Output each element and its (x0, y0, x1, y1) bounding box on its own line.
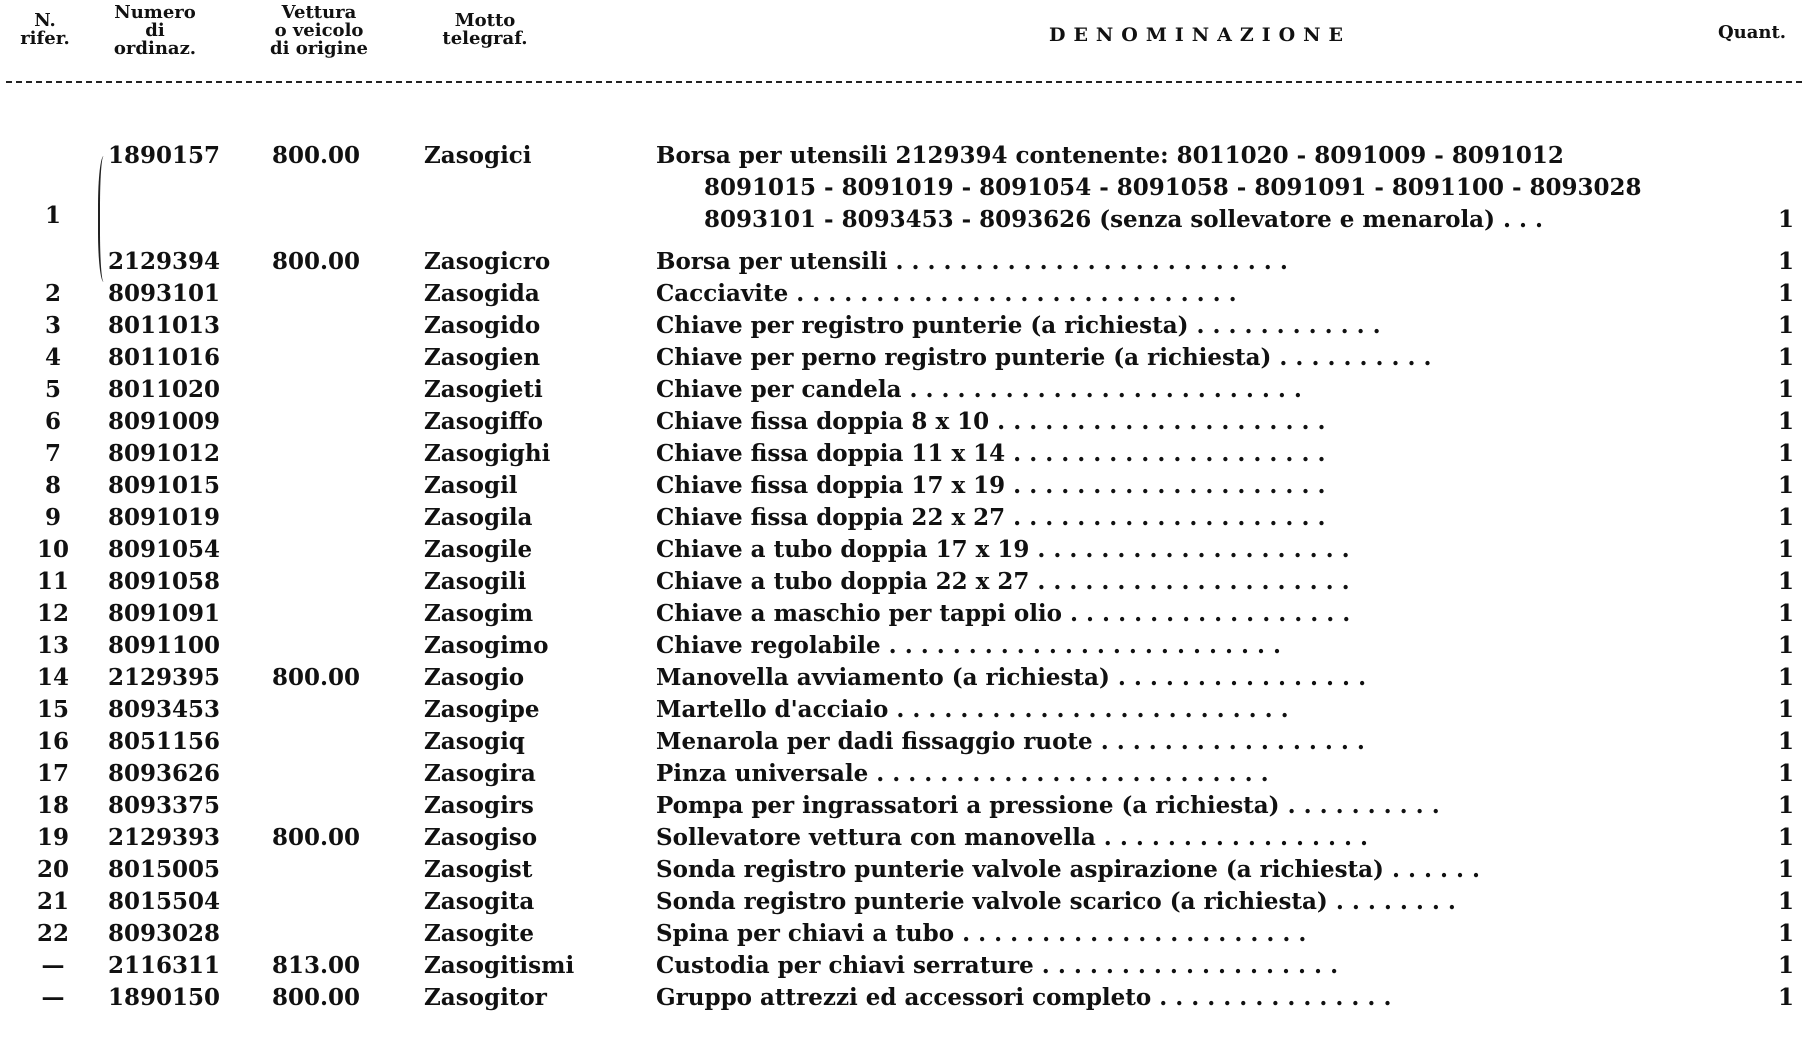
denominazione-cell: Chiave a maschio per tappi olio . . . . . . . . . . . . . . . . . . (656, 600, 1351, 627)
motto-cell: Zasogici (424, 142, 532, 169)
motto-cell: Zasogita (424, 888, 535, 915)
table-row (0, 310, 1808, 342)
header-rif-line-2: rifer. (20, 28, 70, 49)
motto-cell: Zasogipe (424, 696, 540, 723)
motto-cell: Zasogien (424, 344, 541, 371)
quant-cell: 1 (1777, 568, 1794, 595)
motto-cell: Zasogiq (424, 728, 525, 755)
quant-cell: 1 (1777, 792, 1794, 819)
quant-cell: 1 (1777, 312, 1794, 339)
rif-cell: 5 (44, 376, 61, 403)
denominazione-cell: Manovella avviamento (a richiesta) . . . . . . . . . . . . . . . . (656, 664, 1367, 691)
quant-cell: 1 (1777, 206, 1794, 233)
header-vettura (244, 4, 394, 58)
table-row (0, 854, 1808, 886)
numero-cell: 8091012 (108, 440, 221, 467)
rif-cell: 3 (44, 312, 61, 339)
numero-cell: 8091015 (108, 472, 221, 499)
table-row (0, 982, 1808, 1014)
header-motto (420, 12, 550, 48)
rif-cell: — (41, 984, 65, 1011)
vettura-cell: 800.00 (272, 142, 361, 169)
motto-cell: Zasogiffo (424, 408, 544, 435)
numero-cell: 2129393 (108, 824, 221, 851)
table-row (0, 918, 1808, 950)
numero-cell: 8011013 (108, 312, 221, 339)
vettura-cell: 800.00 (272, 664, 361, 691)
rif-cell: 4 (44, 344, 61, 371)
table-row (0, 790, 1808, 822)
quant-cell: 1 (1777, 440, 1794, 467)
numero-cell: 2129394 (108, 248, 221, 275)
motto-cell: Zasogirs (424, 792, 534, 819)
denominazione-cell: Chiave a tubo doppia 22 x 27 . . . . . . . . . . . . . . . . . . . . (656, 568, 1350, 595)
denominazione-continuation: 8093101 - 8093453 - 8093626 (senza sollevatore e menarola) . . . (704, 206, 1544, 233)
motto-cell: Zasogira (424, 760, 536, 787)
motto-cell: Zasogicro (424, 248, 551, 275)
table-row (0, 374, 1808, 406)
numero-cell: 8093028 (108, 920, 221, 947)
quant-cell: 1 (1777, 888, 1794, 915)
quant-cell: 1 (1777, 280, 1794, 307)
denominazione-cell: Sonda registro punterie valvole aspirazione (a richiesta) . . . . . . (656, 856, 1481, 883)
table-row (0, 886, 1808, 918)
denominazione-cell: Spina per chiavi a tubo . . . . . . . . . . . . . . . . . . . . . . (656, 920, 1307, 947)
table-row (0, 278, 1808, 310)
quant-cell: 1 (1777, 856, 1794, 883)
motto-cell: Zasogila (424, 504, 533, 531)
motto-cell: Zasogite (424, 920, 535, 947)
denominazione-cell: Chiave fissa doppia 22 x 27 . . . . . . . . . . . . . . . . . . . . (656, 504, 1326, 531)
denominazione-cell: Martello d'acciaio . . . . . . . . . . . . . . . . . . . . . . . . . (656, 696, 1289, 723)
table-row (0, 406, 1808, 438)
table-row (0, 534, 1808, 566)
quant-cell: 1 (1777, 984, 1794, 1011)
table-row (0, 246, 1808, 278)
numero-cell: 1890150 (108, 984, 221, 1011)
table-row (0, 694, 1808, 726)
rif-cell: 16 (36, 728, 69, 755)
denominazione-cell: Borsa per utensili 2129394 contenente: 8011020 - 8091009 - 8091012 (656, 142, 1564, 169)
motto-cell: Zasogieti (424, 376, 543, 403)
header-numero-line-2: di (145, 20, 165, 41)
rif-cell: 12 (36, 600, 69, 627)
denominazione-cell: Pompa per ingrassatori a pressione (a richiesta) . . . . . . . . . . (656, 792, 1440, 819)
numero-cell: 8015005 (108, 856, 221, 883)
motto-cell: Zasogio (424, 664, 525, 691)
numero-cell: 2129395 (108, 664, 221, 691)
rif-cell: 9 (44, 504, 61, 531)
header-vettura-line-2: o veicolo (274, 20, 364, 41)
header-vettura-line-3: di origine (270, 38, 368, 59)
header-numero (100, 4, 210, 58)
motto-cell: Zasogimo (424, 632, 549, 659)
header-vettura-line-1: Vettura (281, 2, 357, 23)
numero-cell: 8091091 (108, 600, 221, 627)
table-row (0, 662, 1808, 694)
table-row (0, 950, 1808, 982)
table-row (0, 758, 1808, 790)
denominazione-cell: Gruppo attrezzi ed accessori completo . . . . . . . . . . . . . . . (656, 984, 1392, 1011)
quant-cell: 1 (1777, 664, 1794, 691)
denominazione-cell: Chiave a tubo doppia 17 x 19 . . . . . . . . . . . . . . . . . . . . (656, 536, 1350, 563)
table-row (0, 470, 1808, 502)
numero-cell: 8011016 (108, 344, 221, 371)
table-row (0, 438, 1808, 470)
table-row (0, 822, 1808, 854)
numero-cell: 8093626 (108, 760, 221, 787)
motto-cell: Zasogitismi (424, 952, 575, 979)
denominazione-cell: Chiave per registro punterie (a richiesta) . . . . . . . . . . . . (656, 312, 1381, 339)
table-row (0, 726, 1808, 758)
quant-cell: 1 (1777, 920, 1794, 947)
numero-cell: 8091019 (108, 504, 221, 531)
rif-cell: — (41, 952, 65, 979)
denominazione-cell: Sollevatore vettura con manovella . . . . . . . . . . . . . . . . . (656, 824, 1369, 851)
rif-cell: 22 (36, 920, 69, 947)
vettura-cell: 800.00 (272, 824, 361, 851)
quant-cell: 1 (1777, 408, 1794, 435)
rif-cell: 13 (36, 632, 69, 659)
motto-cell: Zasogitor (424, 984, 547, 1011)
denominazione-cell: Chiave fissa doppia 11 x 14 . . . . . . . . . . . . . . . . . . . . (656, 440, 1326, 467)
motto-cell: Zasogido (424, 312, 541, 339)
motto-cell: Zasogist (424, 856, 533, 883)
denominazione-cell: Borsa per utensili . . . . . . . . . . . . . . . . . . . . . . . . . (656, 248, 1288, 275)
quant-cell: 1 (1777, 728, 1794, 755)
quant-cell: 1 (1777, 760, 1794, 787)
quant-cell: 1 (1777, 248, 1794, 275)
header-motto-line-2: telegraf. (442, 28, 528, 49)
numero-cell: 8091009 (108, 408, 221, 435)
quant-cell: 1 (1777, 536, 1794, 563)
numero-cell: 1890157 (108, 142, 221, 169)
numero-cell: 8093101 (108, 280, 221, 307)
header-rif-line-1: N. (34, 10, 56, 31)
quant-cell: 1 (1777, 632, 1794, 659)
rif-cell: 19 (36, 824, 69, 851)
quant-cell: 1 (1777, 472, 1794, 499)
header-numero-line-3: ordinaz. (113, 38, 197, 59)
vettura-cell: 800.00 (272, 984, 361, 1011)
rif-cell: 2 (44, 280, 61, 307)
rif-cell: 14 (36, 664, 69, 691)
quant-cell: 1 (1777, 600, 1794, 627)
vettura-cell: 800.00 (272, 248, 361, 275)
quant-cell: 1 (1777, 952, 1794, 979)
header-quant: Quant. (1717, 22, 1787, 43)
vettura-cell: 813.00 (272, 952, 361, 979)
rif-cell: 17 (36, 760, 69, 787)
quant-cell: 1 (1777, 504, 1794, 531)
numero-cell: 8093375 (108, 792, 221, 819)
denominazione-cell: Cacciavite . . . . . . . . . . . . . . . . . . . . . . . . . . . . (656, 280, 1237, 307)
group-1-rif: 1 (44, 202, 61, 229)
quant-cell: 1 (1777, 824, 1794, 851)
motto-cell: Zasogida (424, 280, 540, 307)
denominazione-cell: Chiave per candela . . . . . . . . . . . . . . . . . . . . . . . . . (656, 376, 1302, 403)
header-rif (8, 12, 82, 48)
quant-cell: 1 (1777, 696, 1794, 723)
table-row (0, 566, 1808, 598)
denominazione-cell: Sonda registro punterie valvole scarico (a richiesta) . . . . . . . . (656, 888, 1456, 915)
table-row (0, 140, 1808, 172)
table-row (0, 342, 1808, 374)
header-divider (6, 81, 1802, 83)
motto-cell: Zasogil (424, 472, 518, 499)
rif-cell: 15 (36, 696, 69, 723)
header-denominazione: DENOMINAZIONE (1048, 24, 1352, 46)
motto-cell: Zasogim (424, 600, 534, 627)
denominazione-cell: Chiave per perno registro punterie (a richiesta) . . . . . . . . . . (656, 344, 1432, 371)
rif-cell: 6 (44, 408, 61, 435)
numero-cell: 2116311 (108, 952, 221, 979)
denominazione-continuation: 8091015 - 8091019 - 8091054 - 8091058 - 8091091 - 8091100 - 8093028 (704, 174, 1642, 201)
motto-cell: Zasogighi (424, 440, 551, 467)
denominazione-cell: Chiave regolabile . . . . . . . . . . . . . . . . . . . . . . . . . (656, 632, 1282, 659)
numero-cell: 8015504 (108, 888, 221, 915)
numero-cell: 8011020 (108, 376, 221, 403)
numero-cell: 8051156 (108, 728, 221, 755)
motto-cell: Zasogiso (424, 824, 538, 851)
table-row (0, 598, 1808, 630)
numero-cell: 8093453 (108, 696, 221, 723)
denominazione-cell: Chiave fissa doppia 17 x 19 . . . . . . . . . . . . . . . . . . . . (656, 472, 1326, 499)
header-numero-line-1: Numero (114, 2, 196, 23)
motto-cell: Zasogile (424, 536, 533, 563)
header-motto-line-1: Motto (454, 10, 516, 31)
rif-cell: 7 (44, 440, 61, 467)
numero-cell: 8091058 (108, 568, 221, 595)
quant-cell: 1 (1777, 344, 1794, 371)
table-row-qty (0, 204, 1808, 236)
table-row (0, 630, 1808, 662)
rif-cell: 10 (36, 536, 69, 563)
table-row (0, 502, 1808, 534)
numero-cell: 8091054 (108, 536, 221, 563)
quant-cell: 1 (1777, 376, 1794, 403)
denominazione-cell: Menarola per dadi fissaggio ruote . . . . . . . . . . . . . . . . . (656, 728, 1365, 755)
denominazione-cell: Chiave fissa doppia 8 x 10 . . . . . . . . . . . . . . . . . . . . . (656, 408, 1326, 435)
denominazione-cell: Pinza universale . . . . . . . . . . . . . . . . . . . . . . . . . (656, 760, 1269, 787)
numero-cell: 8091100 (108, 632, 221, 659)
motto-cell: Zasogili (424, 568, 527, 595)
denominazione-cell: Custodia per chiavi serrature . . . . . . . . . . . . . . . . . . . (656, 952, 1339, 979)
rif-cell: 8 (44, 472, 61, 499)
rif-cell: 21 (36, 888, 69, 915)
rif-cell: 20 (36, 856, 69, 883)
rif-cell: 11 (36, 568, 69, 595)
rif-cell: 18 (36, 792, 69, 819)
